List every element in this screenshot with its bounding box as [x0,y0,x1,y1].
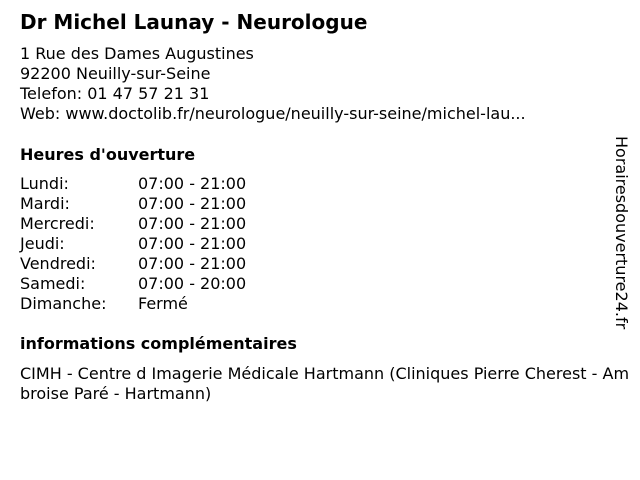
hours-time: 07:00 - 21:00 [138,214,247,233]
hours-heading: Heures d'ouverture [20,145,196,164]
hours-day: Lundi: [20,174,69,193]
extra-info-text: CIMH - Centre d Imagerie Médicale Hartmann (Cliniques Pierre Cherest - Ambroise Paré - Hartmann) [20,364,630,403]
extra-info-heading: informations complémentaires [20,334,297,353]
hours-day: Samedi: [20,274,86,293]
address-line-1: 1 Rue des Dames Augustines [20,44,254,63]
hours-row-mercredi [20,214,320,234]
hours-time: Fermé [138,294,188,313]
hours-time: 07:00 - 21:00 [138,194,247,213]
hours-time: 07:00 - 20:00 [138,274,247,293]
hours-time: 07:00 - 21:00 [138,234,247,253]
hours-row-mardi [20,194,320,214]
hours-time: 07:00 - 21:00 [138,254,247,273]
site-watermark: Horairesdouverture24.fr [612,136,631,330]
contact-block [20,44,526,124]
hours-row-dimanche [20,294,320,314]
hours-day: Jeudi: [20,234,65,253]
hours-row-vendredi [20,254,320,274]
hours-day: Dimanche: [20,294,107,313]
phone-line: Telefon: 01 47 57 21 31 [20,84,210,103]
hours-day: Vendredi: [20,254,96,273]
hours-table [20,174,320,314]
hours-row-lundi [20,174,320,194]
web-line: Web: www.doctolib.fr/neurologue/neuilly-sur-seine/michel-lau... [20,104,526,123]
page-title: Dr Michel Launay - Neurologue [20,10,368,34]
hours-time: 07:00 - 21:00 [138,174,247,193]
hours-row-samedi [20,274,320,294]
address-line-2: 92200 Neuilly-sur-Seine [20,64,211,83]
hours-day: Mardi: [20,194,70,213]
hours-day: Mercredi: [20,214,95,233]
hours-row-jeudi [20,234,320,254]
